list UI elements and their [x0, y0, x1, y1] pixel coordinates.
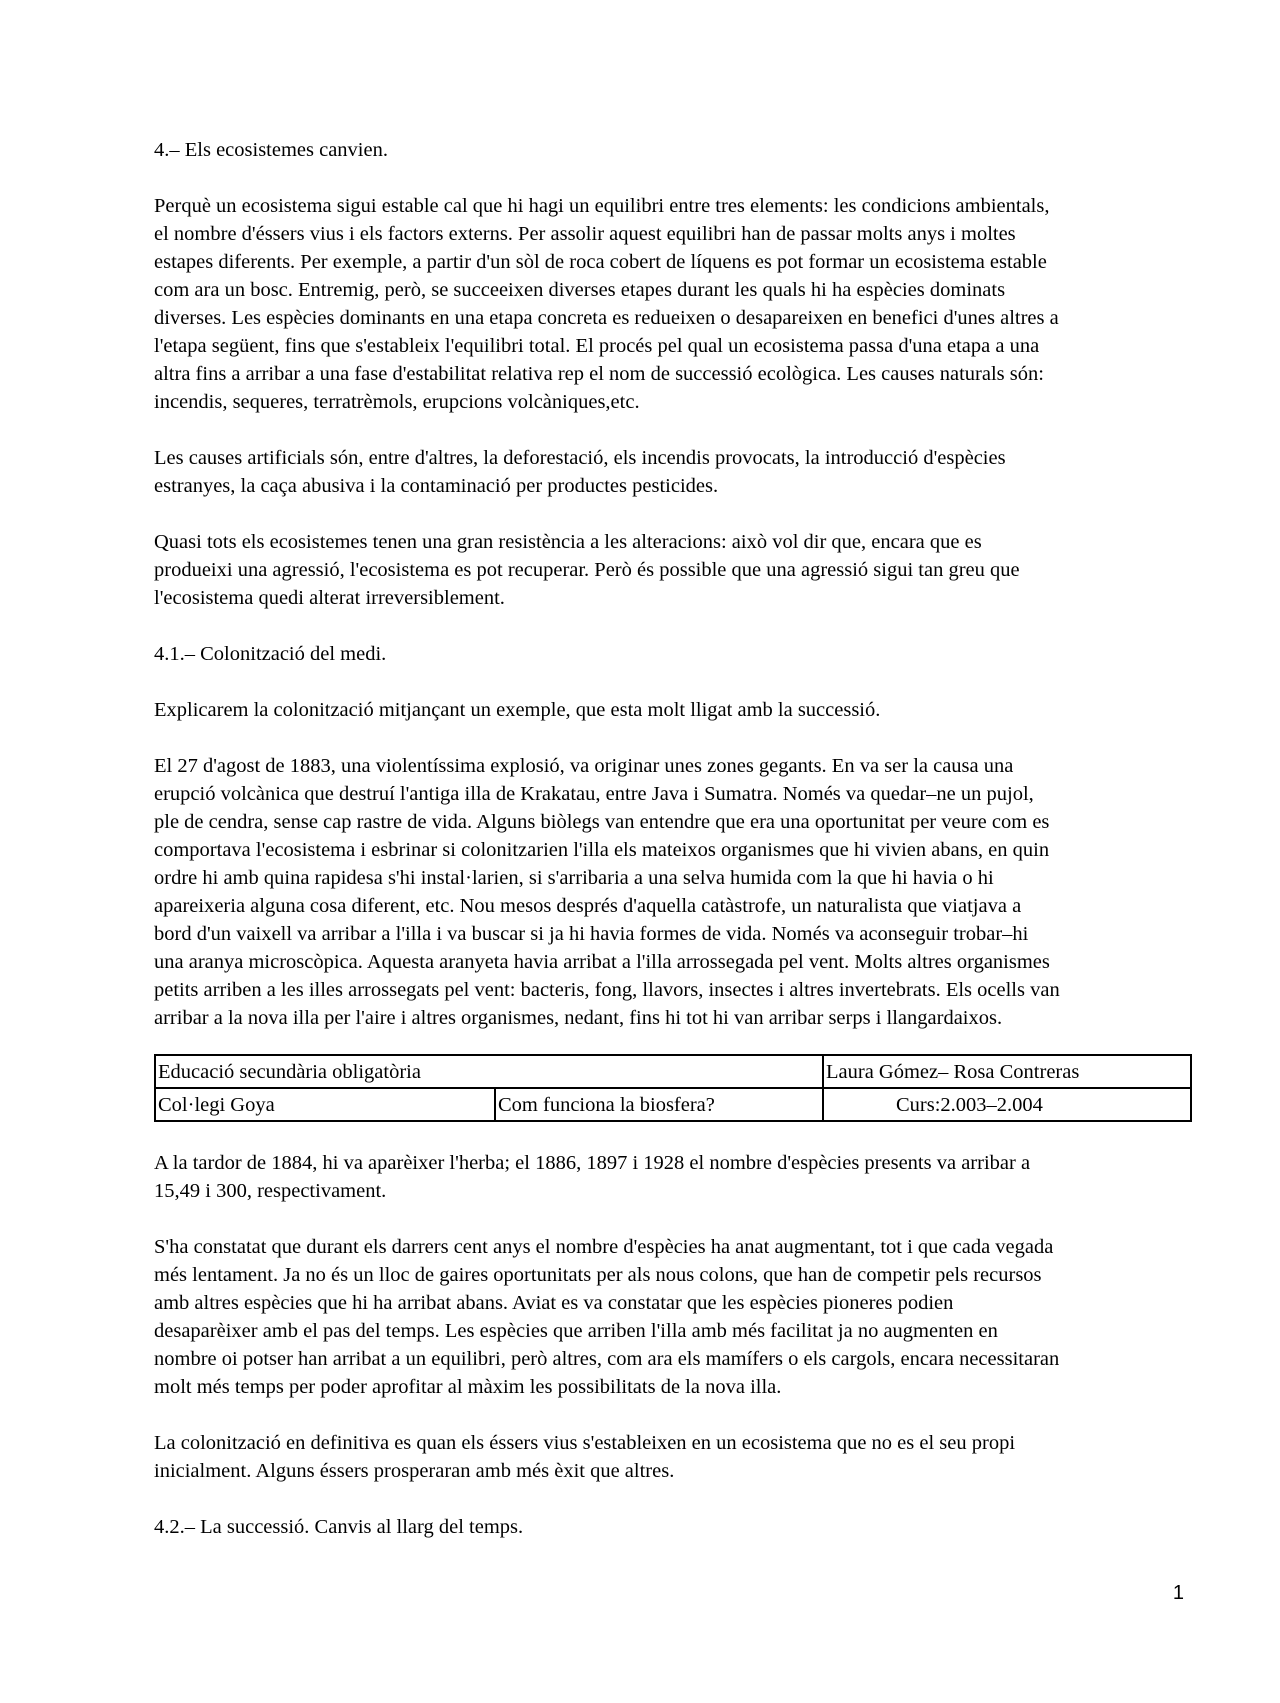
section-heading-4: 4.– Els ecosistemes canvien. [154, 139, 388, 161]
text-line: nombre oi potser han arribat a un equilibri, però altres, com ara els mamífers o els cargols, encara necessitaran [154, 1348, 1060, 1370]
footer-subject: Com funciona la biosfera? [495, 1088, 823, 1121]
text-line: S'ha constatat que durant els darrers cent anys el nombre d'espècies ha anat augmentant, tot i que cada vegada [154, 1236, 1054, 1258]
text-line: La colonització en definitiva es quan els éssers vius s'estableixen en un ecosistema que no es el seu propi [154, 1432, 1016, 1454]
text-line: ple de cendra, sense cap rastre de vida. Alguns biòlegs van entendre que era una oportunitat per veure com es [154, 811, 1050, 833]
text-line: Perquè un ecosistema sigui estable cal que hi hagi un equilibri entre tres elements: les condicions ambientals, [154, 195, 1050, 217]
document-continuation [154, 1149, 1190, 1541]
text-line: comportava l'ecosistema i esbrinar si colonitzarien l'illa els mateixos organismes que hi vivien abans, en quin [154, 839, 1050, 861]
text-line: amb altres espècies que hi ha arribat abans. Aviat es va constatar que les espècies pioneres podien [154, 1292, 954, 1314]
section-heading-4-1: 4.1.– Colonització del medi. [154, 643, 387, 665]
text-line: arribar a la nova illa per l'aire i altres organismes, nedant, fins hi tot hi van arribar serps i llangardaixos. [154, 1007, 1003, 1029]
text-line: Quasi tots els ecosistemes tenen una gran resistència a les alteracions: això vol dir que, encara que es [154, 531, 982, 553]
text-line: incendis, sequeres, terratrèmols, erupcions volcàniques,etc. [154, 391, 640, 413]
footer-authors: Laura Gómez– Rosa Contreras [823, 1055, 1191, 1088]
text-line: bord d'un vaixell va arribar a l'illa i va buscar si ja hi havia formes de vida. Només va aconseguir trobar–hi [154, 923, 1029, 945]
text-line: altra fins a arribar a una fase d'estabilitat relativa rep el nom de successió ecològica. Les causes naturals són: [154, 363, 1044, 385]
text-line: produeixi una agressió, l'ecosistema es pot recuperar. Però és possible que una agressió sigui tan greu que [154, 559, 1020, 581]
text-line: diverses. Les espècies dominants en una etapa concreta es redueixen o desapareixen en benefici d'unes altres a [154, 307, 1059, 329]
paragraph-stability [154, 192, 1190, 416]
section-heading-4-2: 4.2.– La successió. Canvis al llarg del temps. [154, 1516, 524, 1538]
text-line: petits arriben a les illes arrossegats pel vent: bacteris, fong, llavors, insectes i altres invertebrats. Els ocells van [154, 979, 1060, 1001]
footer-row [155, 1055, 1191, 1088]
text-line: erupció volcànica que destruí l'antiga illa de Krakatau, entre Java i Sumatra. Només va quedar–ne un pujol, [154, 783, 1034, 805]
text-line: com ara un bosc. Entremig, però, se succeeixen diverses etapes durant les quals hi ha espècies dominats [154, 279, 1006, 301]
footer-row [155, 1088, 1191, 1121]
text-line: el nombre d'éssers vius i els factors externs. Per assolir aquest equilibri han de passar molts anys i moltes [154, 223, 1016, 245]
text-line: inicialment. Alguns éssers prosperaran amb més èxit que altres. [154, 1460, 675, 1482]
footer-school: Col·legi Goya [155, 1088, 495, 1121]
text-line: desaparèixer amb el pas del temps. Les espècies que arriben l'illa amb més facilitat ja no augmenten en [154, 1320, 998, 1342]
text-line: molt més temps per poder aprofitar al màxim les possibilitats de la nova illa. [154, 1376, 782, 1398]
text-line: ordre hi amb quina rapidesa s'hi instal·larien, si s'arribaria a una selva humida com la que hi havia o hi [154, 867, 994, 889]
text-line: una aranya microscòpica. Aquesta aranyeta havia arribat a l'illa arrossegada pel vent. Molts altres organismes [154, 951, 1050, 973]
text-line: més lentament. Ja no és un lloc de gaires oportunitats per als nous colons, que han de competir pels recursos [154, 1264, 1042, 1286]
text-line: 15,49 i 300, respectivament. [154, 1180, 387, 1202]
text-line: El 27 d'agost de 1883, una violentíssima explosió, va originar unes zones gegants. En va ser la causa una [154, 755, 1014, 777]
text-line: estranyes, la caça abusiva i la contaminació per productes pesticides. [154, 475, 719, 497]
paragraph-species-count [154, 1149, 1190, 1205]
document-body [154, 136, 1190, 1032]
paragraph-artificial-causes [154, 444, 1190, 500]
document-footer-table [154, 1054, 1192, 1122]
paragraph-resistance [154, 528, 1190, 612]
footer-education-level: Educació secundària obligatòria [155, 1055, 823, 1088]
footer-course: Curs:2.003–2.004 [823, 1088, 1191, 1121]
text-line: l'etapa següent, fins que s'estableix l'equilibri total. El procés pel qual un ecosistema passa d'una etapa a una [154, 335, 1040, 357]
text-line: estapes diferents. Per exemple, a partir d'un sòl de roca cobert de líquens es pot formar un ecosistema estable [154, 251, 1047, 273]
text-line: Les causes artificials són, entre d'altres, la deforestació, els incendis provocats, la introducció d'espècies [154, 447, 1006, 469]
paragraph-krakatau [154, 752, 1190, 1032]
paragraph-species-growth [154, 1233, 1190, 1401]
paragraph-colonization-definition [154, 1429, 1190, 1485]
text-line: apareixeria alguna cosa diferent, etc. Nou mesos després d'aquella catàstrofe, un naturalista que viatjava a [154, 895, 1022, 917]
text-line: A la tardor de 1884, hi va aparèixer l'herba; el 1886, 1897 i 1928 el nombre d'espècies presents va arribar a [154, 1152, 1031, 1174]
text-line: Explicarem la colonització mitjançant un exemple, que esta molt lligat amb la successió. [154, 699, 881, 721]
text-line: l'ecosistema quedi alterat irreversiblement. [154, 587, 505, 609]
page-number: 1 [1172, 1582, 1184, 1604]
paragraph-colonization-intro [154, 696, 1190, 724]
